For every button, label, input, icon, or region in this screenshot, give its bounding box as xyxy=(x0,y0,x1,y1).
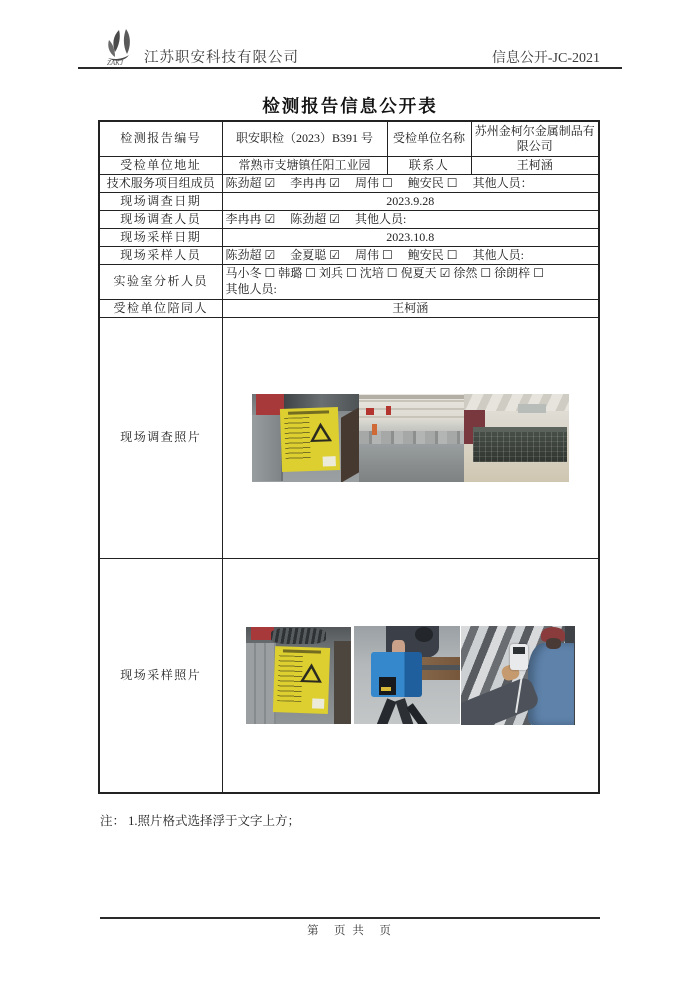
others-label: 其他人员: xyxy=(225,282,277,296)
table-row xyxy=(99,121,599,156)
sampling-photo-3 xyxy=(461,626,575,725)
table-row xyxy=(99,246,599,264)
sampling-staff-label: 现场采样人员 xyxy=(99,246,222,264)
unit-name-value: 苏州金柯尔金属制品有限公司 xyxy=(471,121,599,156)
survey-date-value: 2023.9.28 xyxy=(222,192,599,210)
checked-checkbox-icon: 陈劲超 ☑ xyxy=(225,175,276,190)
table-row xyxy=(99,317,599,558)
table-row xyxy=(99,558,599,793)
unchecked-checkbox-icon: 徐朗梓 ☐ xyxy=(494,266,544,280)
doc-code: 信息公开-JC-2021 xyxy=(491,51,600,66)
table-row xyxy=(99,192,599,210)
others-label: 其他人员: xyxy=(355,211,407,226)
logo-text: ZAKJ xyxy=(107,59,123,66)
report-no-label: 检测报告编号 xyxy=(99,121,222,156)
survey-photo-1 xyxy=(252,394,359,482)
unchecked-checkbox-icon: 周伟 ☐ xyxy=(355,247,393,262)
others-label: 其他人员： xyxy=(472,175,533,190)
lab-staff-label: 实验室分析人员 xyxy=(99,264,222,299)
unchecked-checkbox-icon: 鲍安民 ☐ xyxy=(407,247,458,262)
table-row xyxy=(99,299,599,317)
table-row xyxy=(99,210,599,228)
page-title: 检测报告信息公开表 xyxy=(262,96,438,116)
sampling-photo-strip xyxy=(226,626,596,725)
checked-checkbox-icon: 李冉冉 ☑ xyxy=(290,175,341,190)
escort-value: 王柯涵 xyxy=(222,299,599,317)
sampling-date-label: 现场采样日期 xyxy=(99,228,222,246)
unchecked-checkbox-icon: 沈培 ☐ xyxy=(359,266,398,280)
survey-photos-label: 现场调查照片 xyxy=(99,317,222,558)
survey-photos-cell xyxy=(222,317,599,558)
checked-checkbox-icon: 陈劲超 ☑ xyxy=(290,211,341,226)
report-no-value: 职安职检（2023）B391 号 xyxy=(222,121,387,156)
footer-page-text: 第 页 共 页 xyxy=(307,925,393,937)
others-label: 其他人员: xyxy=(472,247,524,262)
survey-photo-strip xyxy=(226,394,596,482)
company-name: 江苏职安科技有限公司 xyxy=(144,50,299,66)
sampling-date-value: 2023.10.8 xyxy=(222,228,599,246)
checked-checkbox-icon: 倪夏天 ☑ xyxy=(400,266,451,280)
sampling-photos-cell xyxy=(222,558,599,793)
header-rule xyxy=(78,67,622,69)
survey-photo-3 xyxy=(464,394,569,482)
checked-checkbox-icon: 金夏聪 ☑ xyxy=(290,247,341,262)
table-row xyxy=(99,156,599,174)
survey-date-label: 现场调查日期 xyxy=(99,192,222,210)
sampling-photo-1 xyxy=(246,627,351,724)
table-row xyxy=(99,228,599,246)
unchecked-checkbox-icon: 刘兵 ☐ xyxy=(319,266,357,280)
footer-rule xyxy=(100,917,600,919)
sampling-staff-members xyxy=(222,246,599,264)
contact-label: 联系人 xyxy=(387,156,471,174)
table-row xyxy=(99,264,599,299)
survey-staff-label: 现场调查人员 xyxy=(99,210,222,228)
lab-staff-members xyxy=(222,264,599,299)
unit-name-label: 受检单位名称 xyxy=(387,121,471,156)
footnote: 注： 1.照片格式选择浮于文字上方； xyxy=(100,814,301,828)
survey-photo-2 xyxy=(359,394,464,482)
company-logo xyxy=(99,28,143,66)
checked-checkbox-icon: 李冉冉 ☑ xyxy=(225,211,276,226)
unchecked-checkbox-icon: 周伟 ☐ xyxy=(355,175,393,190)
unchecked-checkbox-icon: 鲍安民 ☐ xyxy=(407,175,458,190)
sampling-photo-2 xyxy=(354,626,460,724)
unchecked-checkbox-icon: 徐然 ☐ xyxy=(453,266,492,280)
team-label: 技术服务项目组成员 xyxy=(99,174,222,192)
address-value: 常熟市支塘镇任阳工业园 xyxy=(222,156,387,174)
sampling-photos-label: 现场采样照片 xyxy=(99,558,222,793)
contact-value: 王柯涵 xyxy=(471,156,599,174)
unchecked-checkbox-icon: 韩璐 ☐ xyxy=(278,266,317,280)
unchecked-checkbox-icon: 马小冬 ☐ xyxy=(225,266,276,280)
team-members xyxy=(222,174,599,192)
address-label: 受检单位地址 xyxy=(99,156,222,174)
table-row xyxy=(99,174,599,192)
checked-checkbox-icon: 陈劲超 ☑ xyxy=(225,247,276,262)
escort-label: 受检单位陪同人 xyxy=(99,299,222,317)
survey-staff-members xyxy=(222,210,599,228)
disclosure-table xyxy=(98,120,600,794)
